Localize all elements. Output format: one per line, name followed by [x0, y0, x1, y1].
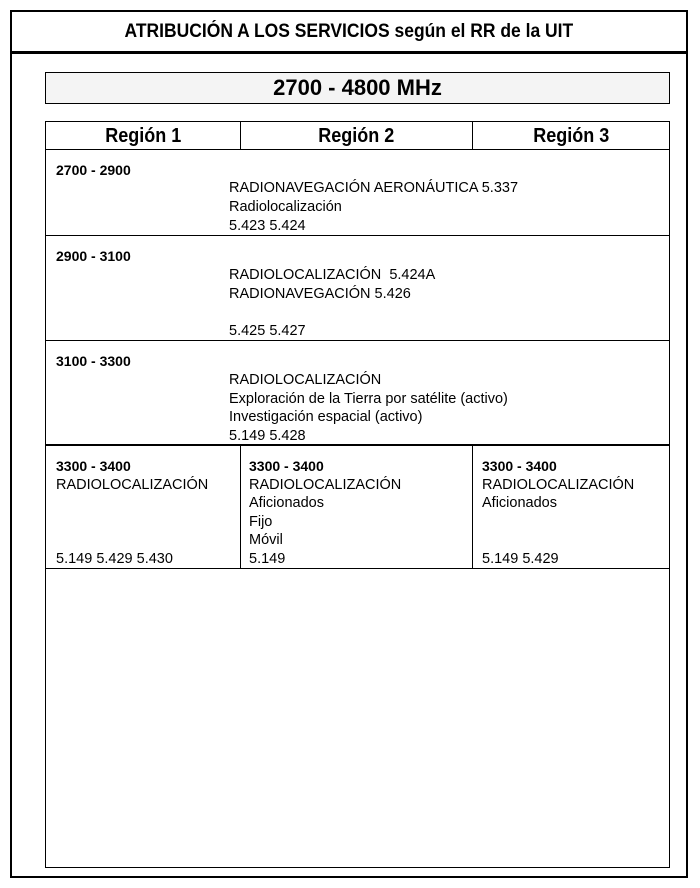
col-divider: [240, 445, 241, 568]
service-line: Investigación espacial (activo): [229, 409, 423, 425]
service-line: Radiolocalización: [229, 199, 342, 215]
footnote-refs: 5.149 5.429: [482, 551, 559, 567]
cell-frequency: 3300 - 3400: [56, 458, 131, 474]
region-2-cell: [249, 457, 401, 550]
cell-frequency: 3300 - 3400: [482, 458, 557, 474]
region-3-cell: [482, 457, 634, 513]
band-title: 2700 - 4800 MHz: [273, 75, 442, 100]
row-frequency: 2700 - 2900: [56, 162, 131, 178]
footnote-refs: 5.423 5.424: [229, 218, 306, 234]
divider: [46, 235, 669, 236]
service-line: RADIOLOCALIZACIÓN 5.424A: [229, 267, 436, 283]
page-title: ATRIBUCIÓN A LOS SERVICIOS según el RR de la UIT: [124, 20, 574, 42]
service-line: RADIONAVEGACIÓN 5.426: [229, 286, 411, 302]
divider: [46, 340, 669, 341]
footnote-refs: 5.149 5.429 5.430: [56, 551, 173, 567]
service-line: RADIOLOCALIZACIÓN: [249, 476, 402, 493]
service-line: Aficionados: [249, 495, 324, 512]
footnote-refs: 5.149 5.428: [229, 428, 306, 444]
row-frequency: 2900 - 3100: [56, 248, 131, 264]
divider: [46, 149, 669, 150]
service-line: RADIONAVEGACIÓN AERONÁUTICA 5.337: [229, 180, 519, 196]
column-header-region-1: Región 1: [104, 124, 181, 147]
service-line: RADIOLOCALIZACIÓN: [229, 372, 382, 388]
region-1-cell: [56, 457, 208, 494]
service-line: Móvil: [249, 532, 283, 549]
column-header-region-3: Región 3: [533, 124, 610, 147]
row-frequency: 3100 - 3300: [56, 353, 131, 369]
band-banner: [45, 72, 670, 104]
cell-frequency: 3300 - 3400: [249, 458, 324, 474]
allocation-table: [45, 121, 670, 868]
divider: [46, 444, 669, 446]
service-line: Aficionados: [482, 495, 557, 512]
footnote-refs: 5.149: [249, 551, 286, 567]
header-banner: [10, 10, 688, 54]
service-line: Exploración de la Tierra por satélite (activo): [229, 391, 508, 407]
divider: [46, 568, 669, 569]
service-line: Fijo: [249, 513, 273, 530]
col-divider: [472, 445, 473, 568]
service-line: RADIOLOCALIZACIÓN: [56, 476, 209, 493]
column-header-region-2: Región 2: [318, 124, 395, 147]
service-line: RADIOLOCALIZACIÓN: [482, 476, 635, 493]
footnote-refs: 5.425 5.427: [229, 323, 306, 339]
